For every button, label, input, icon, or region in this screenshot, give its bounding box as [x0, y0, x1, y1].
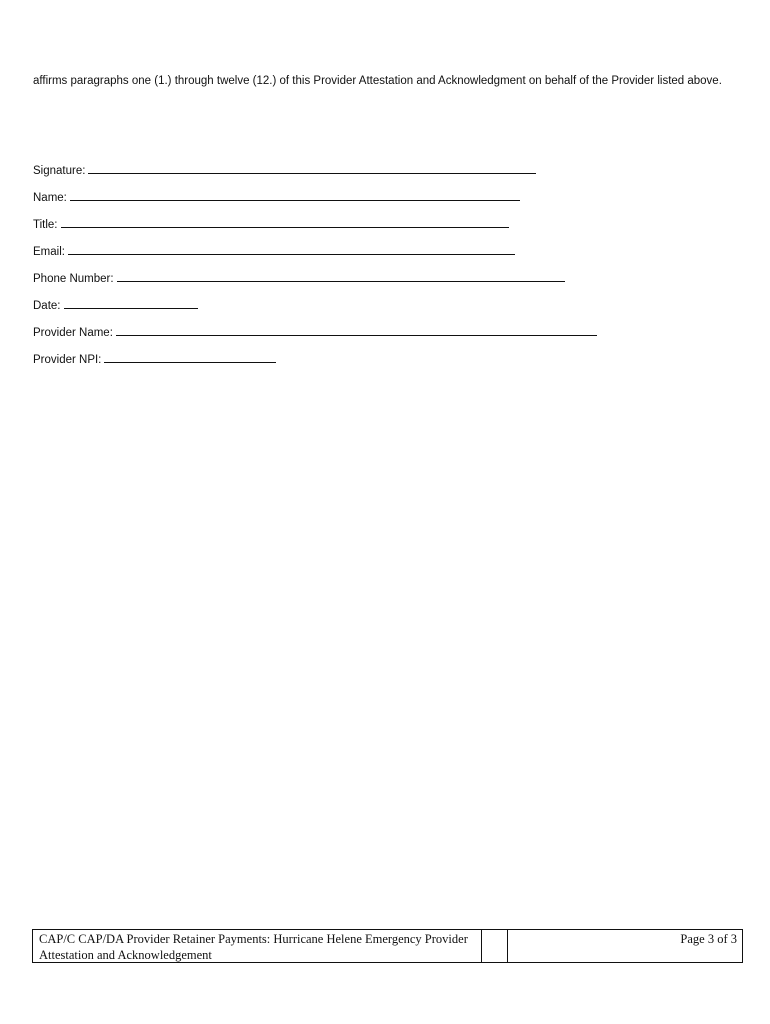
- footer-spacer-cell: [481, 930, 508, 962]
- title-label: Title:: [33, 219, 58, 231]
- phone-number-label: Phone Number:: [33, 273, 114, 285]
- provider-npi-line[interactable]: [104, 351, 276, 363]
- name-line[interactable]: [70, 189, 520, 201]
- name-field: [33, 189, 597, 216]
- date-line[interactable]: [64, 297, 198, 309]
- email-label: Email:: [33, 246, 65, 258]
- page-footer: [32, 929, 743, 963]
- intro-paragraph: affirms paragraphs one (1.) through twelve (12.) of this Provider Attestation and Acknowledgment on behalf of the Provider listed above.: [33, 75, 722, 87]
- provider-name-field: [33, 324, 597, 351]
- signature-label: Signature:: [33, 165, 86, 177]
- email-field: [33, 243, 597, 270]
- signature-line[interactable]: [88, 162, 536, 174]
- page-number: Page 3 of 3: [680, 932, 737, 946]
- email-line[interactable]: [68, 243, 515, 255]
- provider-name-label: Provider Name:: [33, 327, 113, 339]
- signature-fields: [33, 162, 597, 378]
- date-label: Date:: [33, 300, 61, 312]
- title-field: [33, 216, 597, 243]
- provider-npi-field: [33, 351, 597, 378]
- phone-number-field: [33, 270, 597, 297]
- provider-name-line[interactable]: [116, 324, 597, 336]
- phone-number-line[interactable]: [117, 270, 565, 282]
- date-field: [33, 297, 597, 324]
- title-line[interactable]: [61, 216, 509, 228]
- footer-title: CAP/C CAP/DA Provider Retainer Payments: Hurricane Helene Emergency Provider Attestation and Acknowledgement: [39, 932, 468, 962]
- name-label: Name:: [33, 192, 67, 204]
- signature-field: [33, 162, 597, 189]
- provider-npi-label: Provider NPI:: [33, 354, 102, 366]
